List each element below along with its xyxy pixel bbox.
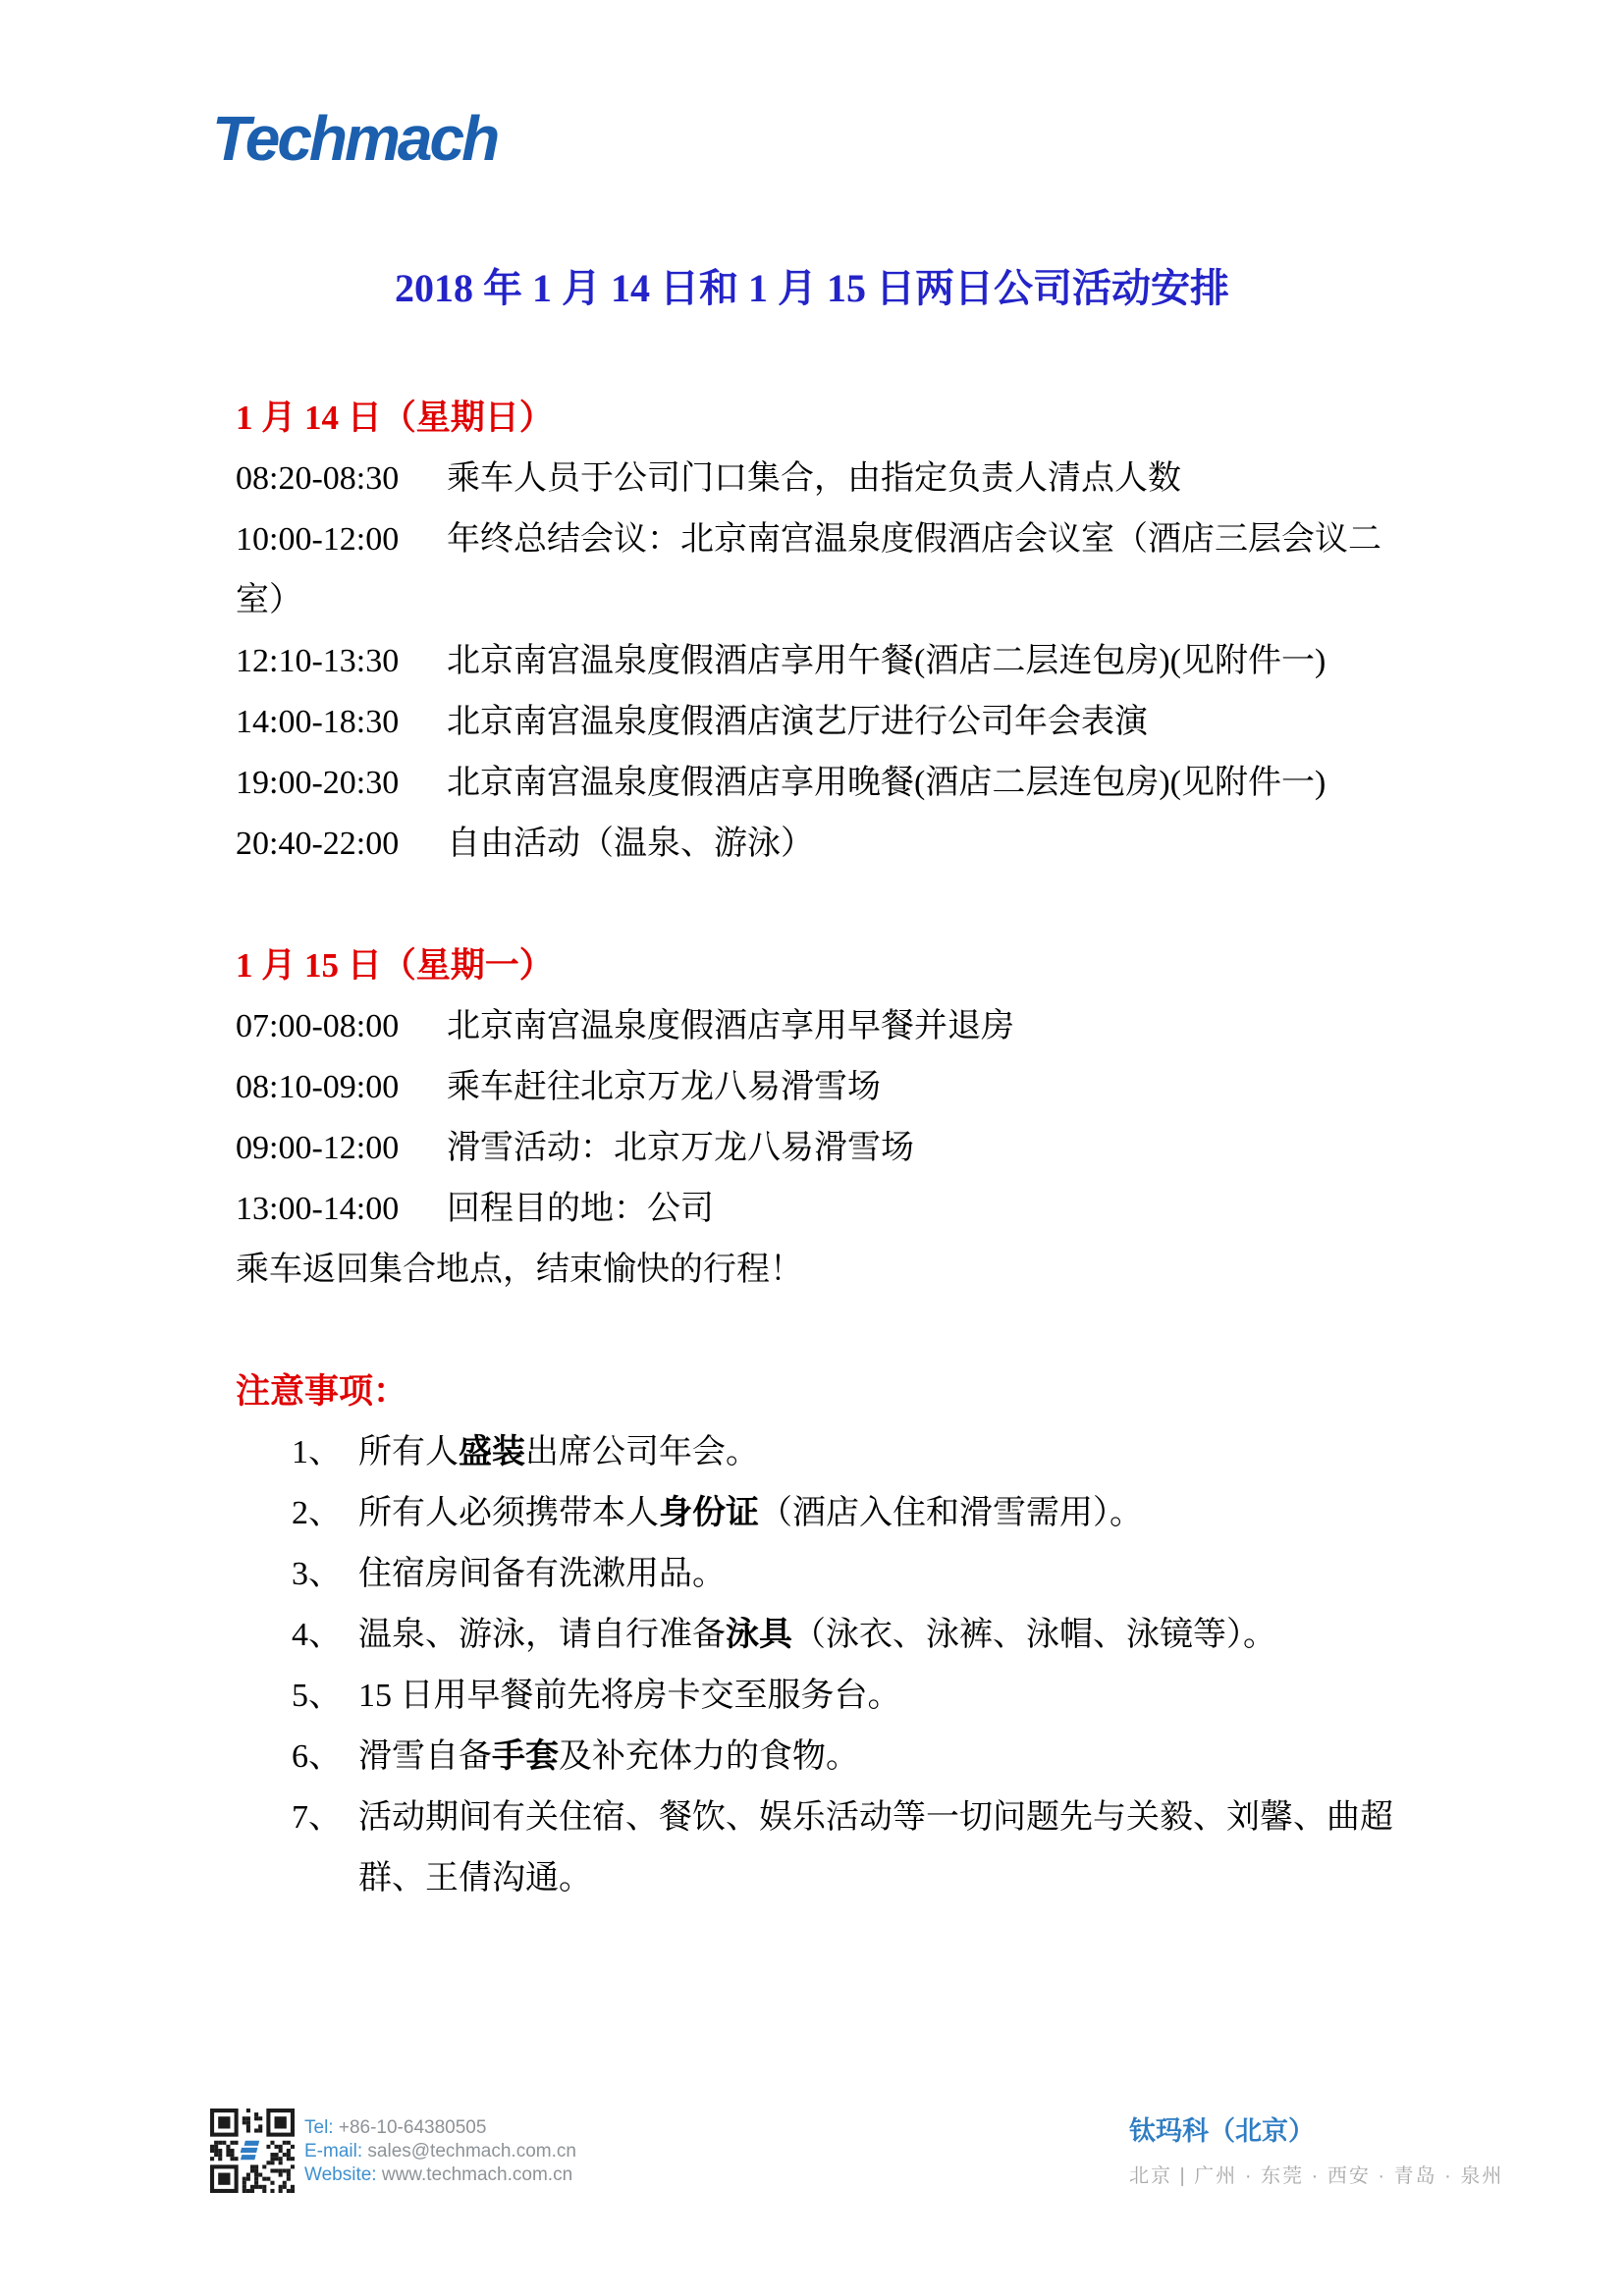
schedule-item <box>236 1057 1410 1118</box>
schedule-desc: 乘车赶往北京万龙八易滑雪场 <box>447 1069 881 1105</box>
section-heading-jan14: 1 月 14 日（星期日） <box>236 399 554 437</box>
website-value: www.techmach.com.cn <box>381 2164 573 2185</box>
note-text: 滑雪自备 <box>358 1738 492 1775</box>
note-text: （泳衣、泳裤、泳帽、泳镜等）。 <box>792 1617 1276 1653</box>
schedule-item <box>236 1118 1410 1179</box>
contact-website <box>304 2163 576 2187</box>
note-text: 所有人必须携带本人 <box>358 1495 659 1531</box>
schedule-desc: 北京南宫温泉度假酒店享用午餐(酒店二层连包房)(见附件一) <box>447 643 1326 679</box>
document-body <box>236 388 1410 1909</box>
schedule-time: 13:00-14:00 <box>236 1191 400 1227</box>
note-item <box>236 1483 1410 1544</box>
schedule-item <box>236 996 1410 1057</box>
note-bold-text: 身份证 <box>659 1495 759 1531</box>
schedule-time: 07:00-08:00 <box>236 1008 400 1044</box>
note-item <box>236 1605 1410 1666</box>
contact-tel <box>304 2116 576 2140</box>
schedule-desc: 北京南宫温泉度假酒店演艺厅进行公司年会表演 <box>447 704 1148 740</box>
section-heading-jan15: 1 月 15 日（星期一） <box>236 946 554 985</box>
techmach-logo: Techmach <box>212 103 498 174</box>
schedule-item <box>236 753 1410 814</box>
schedule-desc: 北京南宫温泉度假酒店享用早餐并退房 <box>447 1008 1014 1044</box>
website-label: Website: <box>304 2164 377 2185</box>
note-text: 及补充体力的食物。 <box>559 1738 859 1775</box>
schedule-desc: 自由活动（温泉、游泳） <box>447 826 814 862</box>
schedule-time: 09:00-12:00 <box>236 1130 400 1166</box>
schedule-time: 10:00-12:00 <box>236 521 400 558</box>
schedule-item <box>236 692 1410 753</box>
page-footer <box>0 2101 1624 2228</box>
note-bold-text: 手套 <box>492 1738 559 1775</box>
note-bold-text: 泳具 <box>726 1617 792 1653</box>
note-number: 4、 <box>292 1617 342 1653</box>
schedule-desc: 年终总结会议：北京南宫温泉度假酒店会议室（酒店三层会议二室） <box>236 521 1381 618</box>
schedule-desc: 北京南宫温泉度假酒店享用晚餐(酒店二层连包房)(见附件一) <box>447 765 1326 801</box>
note-number: 1、 <box>292 1434 342 1470</box>
note-item <box>236 1727 1410 1788</box>
notes-list <box>236 1422 1410 1909</box>
schedule-item <box>236 631 1410 692</box>
spacer <box>236 875 1410 935</box>
note-number: 5、 <box>292 1678 342 1714</box>
schedule-time: 08:10-09:00 <box>236 1069 400 1105</box>
email-label: E-mail: <box>304 2141 363 2162</box>
note-number: 3、 <box>292 1556 342 1592</box>
email-value: sales@techmach.com.cn <box>367 2141 576 2162</box>
note-text: 住宿房间备有洗漱用品。 <box>358 1556 726 1592</box>
note-number: 2、 <box>292 1495 342 1531</box>
note-number: 7、 <box>292 1799 342 1836</box>
closing-remark: 乘车返回集合地点，结束愉快的行程！ <box>236 1252 803 1288</box>
note-item <box>236 1666 1410 1727</box>
note-text: 所有人 <box>358 1434 459 1470</box>
note-text: 出席公司年会。 <box>525 1434 759 1470</box>
schedule-time: 19:00-20:30 <box>236 765 400 801</box>
note-bold-text: 盛装 <box>459 1434 525 1470</box>
company-cities: 北京 | 广州 · 东莞 · 西安 · 青岛 · 泉州 <box>1129 2165 1504 2187</box>
qr-code-icon <box>210 2109 295 2193</box>
tel-value: +86-10-64380505 <box>338 2117 487 2138</box>
schedule-item <box>236 1179 1410 1240</box>
schedule-item <box>236 814 1410 875</box>
page-title: 2018 年 1 月 14 日和 1 月 15 日两日公司活动安排 <box>395 266 1229 310</box>
note-text: 活动期间有关住宿、餐饮、娱乐活动等一切问题先与关毅、刘馨、曲超群、王倩沟通。 <box>358 1799 1393 1896</box>
note-item <box>236 1788 1410 1909</box>
note-text: （酒店入住和滑雪需用）。 <box>759 1495 1143 1531</box>
schedule-time: 12:10-13:30 <box>236 643 400 679</box>
note-text: 温泉、游泳，请自行准备 <box>358 1617 726 1653</box>
note-text: 15 日用早餐前先将房卡交至服务台。 <box>358 1678 901 1714</box>
schedule-time: 08:20-08:30 <box>236 460 400 497</box>
schedule-desc: 乘车人员于公司门口集合，由指定负责人清点人数 <box>447 460 1181 497</box>
schedule-item <box>236 449 1410 509</box>
note-number: 6、 <box>292 1738 342 1775</box>
tel-label: Tel: <box>304 2117 334 2138</box>
contact-email <box>304 2140 576 2163</box>
note-item <box>236 1422 1410 1483</box>
contact-block <box>304 2116 576 2187</box>
spacer <box>236 1301 1410 1362</box>
schedule-desc: 回程目的地：公司 <box>447 1191 714 1227</box>
schedule-time: 20:40-22:00 <box>236 826 400 862</box>
schedule-time: 14:00-18:30 <box>236 704 400 740</box>
schedule-desc: 滑雪活动：北京万龙八易滑雪场 <box>447 1130 914 1166</box>
company-block <box>1129 2116 1503 2188</box>
company-name: 钛玛科（北京） <box>1129 2116 1315 2146</box>
schedule-item <box>236 509 1410 631</box>
note-item <box>236 1544 1410 1605</box>
notes-heading: 注意事项： <box>236 1372 408 1411</box>
